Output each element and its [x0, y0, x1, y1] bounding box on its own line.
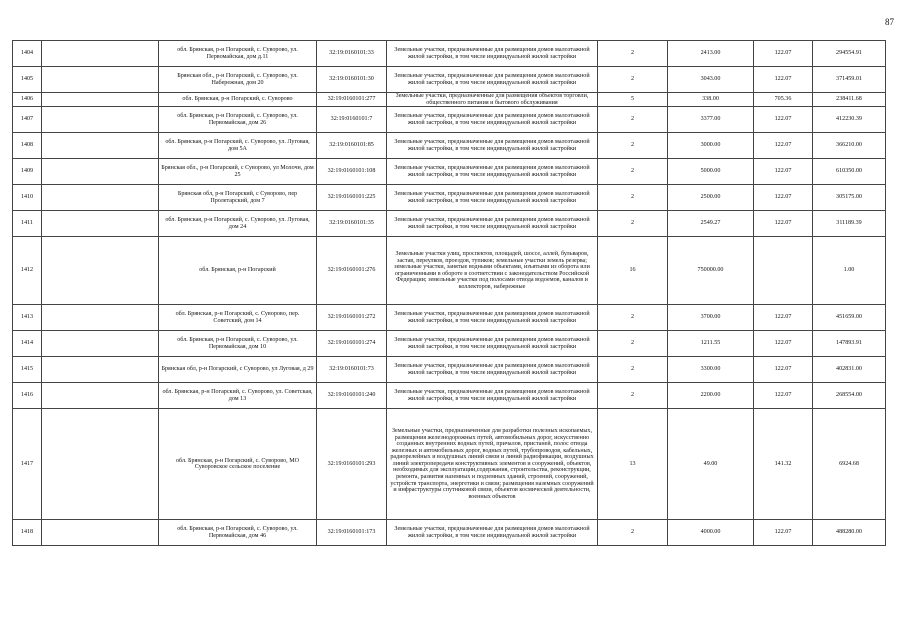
- land-use-cell: Земельные участки, предназначенные для размещения домов малоэтажной жилой застройки, в том числе индивидуальной жилой застройки: [387, 107, 598, 133]
- land-use-cell: Земельные участки, предназначенные для размещения домов малоэтажной жилой застройки, в том числе индивидуальной жилой застройки: [387, 520, 598, 546]
- table-row: [13, 409, 886, 520]
- row-number: 1404: [13, 41, 42, 67]
- rate-cell: [754, 237, 813, 305]
- area-cell: 1211.55: [668, 331, 754, 357]
- rate-cell: 122.07: [754, 331, 813, 357]
- address-cell: Брянская обл., р-н Погарский, с Суворово, ул Молочн, дом 25: [159, 159, 317, 185]
- table-row: [13, 159, 886, 185]
- cadastral-value-cell: 238411.68: [813, 93, 886, 107]
- address-cell: обл. Брянская, р-н Погарский: [159, 237, 317, 305]
- group-cell: 2: [598, 357, 668, 383]
- row-number: 1409: [13, 159, 42, 185]
- table-row: [13, 185, 886, 211]
- cadastral-number-cell: 32:19:0160101:276: [317, 237, 387, 305]
- group-cell: 5: [598, 93, 668, 107]
- spacer-cell: [42, 41, 159, 67]
- address-cell: обл. Брянская, р-н Погарский, с. Суворово, ул. Первомайская, дом д.11: [159, 41, 317, 67]
- land-use-cell: Земельные участки, предназначенные для размещения домов малоэтажной жилой застройки, в том числе индивидуальной жилой застройки: [387, 133, 598, 159]
- address-cell: обл. Брянская, р-н Погарский, с. Суворово: [159, 93, 317, 107]
- area-cell: 2549.27: [668, 211, 754, 237]
- cadastral-value-cell: 451659.00: [813, 305, 886, 331]
- address-cell: обл. Брянская, р-н Погарский, с. Суворово, ул. Первомайская, дом 46: [159, 520, 317, 546]
- rate-cell: 122.07: [754, 41, 813, 67]
- table-row: [13, 237, 886, 305]
- spacer-cell: [42, 383, 159, 409]
- area-cell: 338.00: [668, 93, 754, 107]
- area-cell: 3700.00: [668, 305, 754, 331]
- cadastral-number-cell: 32:19:0160101:173: [317, 520, 387, 546]
- row-number: 1411: [13, 211, 42, 237]
- spacer-cell: [42, 520, 159, 546]
- row-number: 1405: [13, 67, 42, 93]
- address-cell: обл. Брянская, р-н Погарский, с. Суворово, ул. Первомайская, дом 10: [159, 331, 317, 357]
- cadastral-value-cell: 402831.00: [813, 357, 886, 383]
- rate-cell: 122.07: [754, 67, 813, 93]
- group-cell: 2: [598, 211, 668, 237]
- address-cell: обл. Брянская, р-н Погарский, с. Суворово, пер. Советский, дом 14: [159, 305, 317, 331]
- rate-cell: 122.07: [754, 305, 813, 331]
- row-number: 1406: [13, 93, 42, 107]
- cadastral-value-cell: 366210.00: [813, 133, 886, 159]
- cadastral-number-cell: 32:19:0160101:225: [317, 185, 387, 211]
- cadastral-value-cell: 147893.91: [813, 331, 886, 357]
- spacer-cell: [42, 331, 159, 357]
- cadastral-number-cell: 32:19:0160101:293: [317, 409, 387, 520]
- group-cell: 2: [598, 133, 668, 159]
- cadastral-number-cell: 32:19:0160101:108: [317, 159, 387, 185]
- group-cell: 2: [598, 331, 668, 357]
- land-use-cell: Земельные участки, предназначенные для размещения домов малоэтажной жилой застройки, в том числе индивидуальной жилой застройки: [387, 305, 598, 331]
- table-row: [13, 305, 886, 331]
- cadastral-number-cell: 32:19:0160101:277: [317, 93, 387, 107]
- spacer-cell: [42, 93, 159, 107]
- spacer-cell: [42, 185, 159, 211]
- spacer-cell: [42, 67, 159, 93]
- cadastral-number-cell: 32:19:0160101:274: [317, 331, 387, 357]
- rate-cell: 122.07: [754, 133, 813, 159]
- cadastral-value-cell: 6924.68: [813, 409, 886, 520]
- cadastral-value-cell: 488280.00: [813, 520, 886, 546]
- cadastral-value-cell: 1.00: [813, 237, 886, 305]
- table-row: [13, 41, 886, 67]
- spacer-cell: [42, 211, 159, 237]
- spacer-cell: [42, 237, 159, 305]
- spacer-cell: [42, 107, 159, 133]
- address-cell: обл. Брянская, р-н Погарский, с. Суворово, МО Суворовское сельское поселение: [159, 409, 317, 520]
- group-cell: 2: [598, 305, 668, 331]
- page-number: 87: [885, 17, 894, 27]
- rate-cell: 705.36: [754, 93, 813, 107]
- land-use-cell: Земельные участки, предназначенные для размещения домов малоэтажной жилой застройки, в том числе индивидуальной жилой застройки: [387, 41, 598, 67]
- group-cell: 13: [598, 409, 668, 520]
- land-use-cell: Земельные участки, предназначенные для размещения домов малоэтажной жилой застройки, в том числе индивидуальной жилой застройки: [387, 67, 598, 93]
- land-use-cell: Земельные участки, предназначенные для размещения домов малоэтажной жилой застройки, в том числе индивидуальной жилой застройки: [387, 211, 598, 237]
- group-cell: 2: [598, 41, 668, 67]
- row-number: 1412: [13, 237, 42, 305]
- row-number: 1408: [13, 133, 42, 159]
- area-cell: 750000.00: [668, 237, 754, 305]
- land-use-cell: Земельные участки, предназначенные для разработки полезных ископаемых, размещения железнодорожных путей, автомобильных дорог, искусственно созданных внутренних водных путей, причалов, пристаней, полос отвода железных и автомобильных дорог, водных путей, трубопроводов, кабельных, радиорелейных и воздушных линий связи и линий радиофикации, воздушных линий электропередачи конструктивных элементов и сооружений, объектов, необходимых для эксплуатации,содержания, строительства, реконструкции, ремонта, развития наземных и подземных зданий, строений, сооружений, устройств транспорта, энергетики и связи; размещения наземных сооружений и инфраструктуры спутниковой связи, объектов космической деятельности, военных объектов: [387, 409, 598, 520]
- table-row: [13, 107, 886, 133]
- area-cell: 4000.00: [668, 520, 754, 546]
- land-use-cell: Земельные участки, предназначенные для размещения домов малоэтажной жилой застройки, в том числе индивидуальной жилой застройки: [387, 383, 598, 409]
- land-use-cell: Земельные участки, предназначенные для размещения домов малоэтажной жилой застройки, в том числе индивидуальной жилой застройки: [387, 159, 598, 185]
- table-row: [13, 520, 886, 546]
- address-cell: Брянская обл, р-н Погарский, с Суворово, пер Пролетарский, дом 7: [159, 185, 317, 211]
- area-cell: 3377.00: [668, 107, 754, 133]
- table-row: [13, 67, 886, 93]
- cadastral-number-cell: 32:19:0160101:33: [317, 41, 387, 67]
- cadastral-value-cell: 305175.00: [813, 185, 886, 211]
- row-number: 1414: [13, 331, 42, 357]
- land-use-cell: Земельные участки, предназначенные для размещения объектов торговли, общественного питания и бытового обслуживания: [387, 93, 598, 107]
- row-number: 1410: [13, 185, 42, 211]
- area-cell: 49.00: [668, 409, 754, 520]
- cadastral-value-table: [12, 40, 886, 546]
- address-cell: обл. Брянская, р-н Погарский, с. Суворово, ул. Первомайская, дом 26: [159, 107, 317, 133]
- table-row: [13, 357, 886, 383]
- cadastral-number-cell: 32:19:0160101:272: [317, 305, 387, 331]
- cadastral-value-cell: 371459.01: [813, 67, 886, 93]
- table-row: [13, 331, 886, 357]
- row-number: 1417: [13, 409, 42, 520]
- cadastral-value-cell: 294554.91: [813, 41, 886, 67]
- rate-cell: 122.07: [754, 520, 813, 546]
- area-cell: 3043.00: [668, 67, 754, 93]
- cadastral-value-cell: 268554.00: [813, 383, 886, 409]
- cadastral-number-cell: 32:19:0160101:30: [317, 67, 387, 93]
- spacer-cell: [42, 133, 159, 159]
- rate-cell: 122.07: [754, 185, 813, 211]
- address-cell: обл. Брянская, р-н Погарский, с. Суворово, ул. Луговая, дом 24: [159, 211, 317, 237]
- cadastral-number-cell: 32:19:0160101:85: [317, 133, 387, 159]
- address-cell: Брянская обл., р-н Погарский, с. Суворово, ул. Набережная, дом 20: [159, 67, 317, 93]
- table-row: [13, 211, 886, 237]
- row-number: 1415: [13, 357, 42, 383]
- area-cell: 3000.00: [668, 133, 754, 159]
- spacer-cell: [42, 305, 159, 331]
- area-cell: 2413.00: [668, 41, 754, 67]
- area-cell: 3300.00: [668, 357, 754, 383]
- cadastral-value-cell: 412230.39: [813, 107, 886, 133]
- row-number: 1416: [13, 383, 42, 409]
- spacer-cell: [42, 357, 159, 383]
- address-cell: Брянская обл, р-н Погарский, с Суворово, ул Луговая, д 29: [159, 357, 317, 383]
- rate-cell: 122.07: [754, 211, 813, 237]
- area-cell: 2200.00: [668, 383, 754, 409]
- area-cell: 5000.00: [668, 159, 754, 185]
- table-row: [13, 133, 886, 159]
- land-use-cell: Земельные участки, предназначенные для размещения домов малоэтажной жилой застройки, в том числе индивидуальной жилой застройки: [387, 331, 598, 357]
- group-cell: 2: [598, 520, 668, 546]
- cadastral-number-cell: 32:19:0160101:240: [317, 383, 387, 409]
- address-cell: обл. Брянская, р-н Погарский, с. Суворово, ул. Советская, дом 13: [159, 383, 317, 409]
- rate-cell: 122.07: [754, 159, 813, 185]
- land-use-cell: Земельные участки, предназначенные для размещения домов малоэтажной жилой застройки, в том числе индивидуальной жилой застройки: [387, 185, 598, 211]
- rate-cell: 122.07: [754, 383, 813, 409]
- area-cell: 2500.00: [668, 185, 754, 211]
- group-cell: 16: [598, 237, 668, 305]
- row-number: 1407: [13, 107, 42, 133]
- spacer-cell: [42, 159, 159, 185]
- rate-cell: 122.07: [754, 107, 813, 133]
- group-cell: 2: [598, 67, 668, 93]
- group-cell: 2: [598, 159, 668, 185]
- rate-cell: 122.07: [754, 357, 813, 383]
- land-use-cell: Земельные участки, предназначенные для размещения домов малоэтажной жилой застройки, в том числе индивидуальной жилой застройки: [387, 357, 598, 383]
- group-cell: 2: [598, 107, 668, 133]
- cadastral-number-cell: 32:19:0160101:73: [317, 357, 387, 383]
- table-row: [13, 93, 886, 107]
- group-cell: 2: [598, 185, 668, 211]
- rate-cell: 141.32: [754, 409, 813, 520]
- cadastral-value-cell: 311189.39: [813, 211, 886, 237]
- group-cell: 2: [598, 383, 668, 409]
- table-row: [13, 383, 886, 409]
- cadastral-number-cell: 32:19:0160101:35: [317, 211, 387, 237]
- spacer-cell: [42, 409, 159, 520]
- land-use-cell: Земельные участки улиц, проспектов, площадей, шоссе, аллей, бульваров, застав, переулков, проездов, тупиков; земельные участки земель резерва; земельные участки, занятые водными объектами, изъятыми из оборота или ограниченными в обороте в соответствии с законодательством Российской Федерации; земельные участки под полосами отвода водоемов, каналов и коллекторов, набережные: [387, 237, 598, 305]
- cadastral-value-cell: 610350.00: [813, 159, 886, 185]
- row-number: 1418: [13, 520, 42, 546]
- row-number: 1413: [13, 305, 42, 331]
- address-cell: обл. Брянская, р-н Погарский, с. Суворово, ул. Луговая, дом 5А: [159, 133, 317, 159]
- cadastral-number-cell: 32:19:0160101:7: [317, 107, 387, 133]
